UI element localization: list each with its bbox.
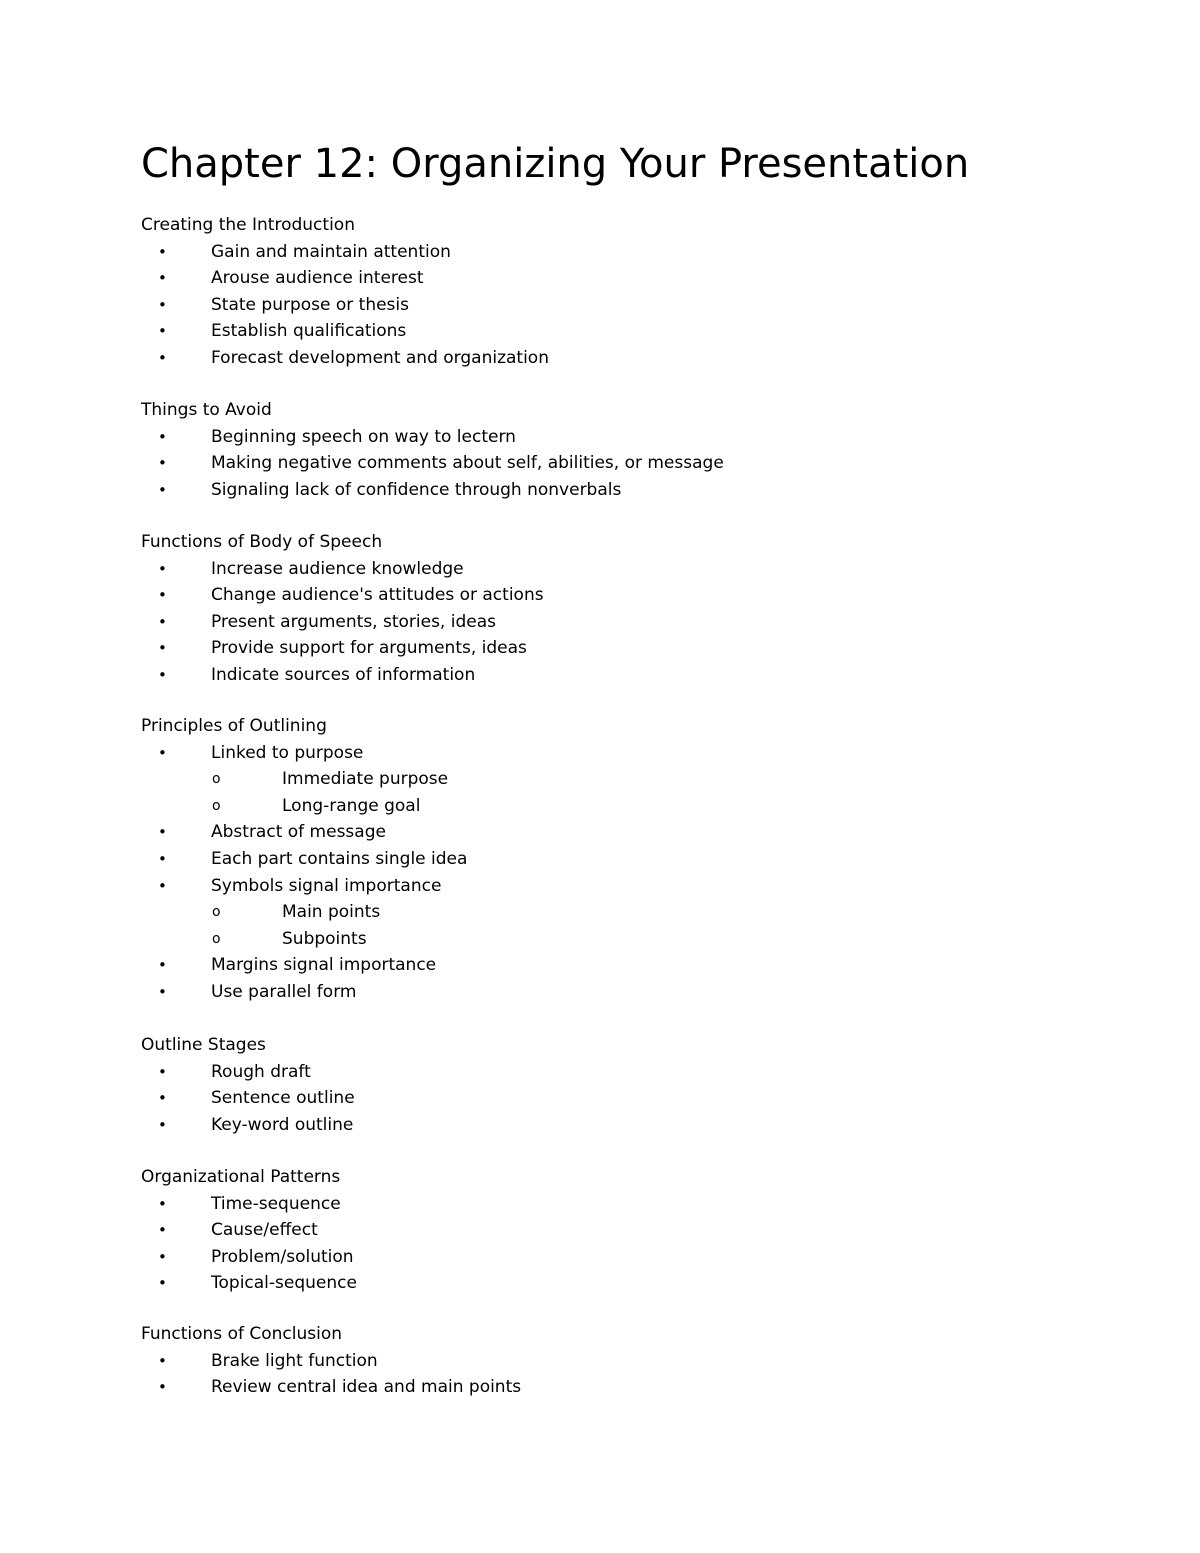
- bullet-icon: •: [158, 559, 167, 578]
- list-item: [0, 239, 1200, 266]
- list-item: [0, 318, 1200, 345]
- section-heading: Principles of Outlining: [141, 716, 327, 736]
- list-item: [0, 556, 1200, 583]
- item-text: Forecast development and organization: [211, 348, 549, 368]
- item-text: Review central idea and main points: [211, 1377, 522, 1398]
- item-text: Arouse audience interest: [211, 268, 424, 289]
- section-heading: Functions of Body of Speech: [141, 532, 383, 552]
- bullet-icon: •: [158, 454, 167, 473]
- list-item: [0, 819, 1200, 846]
- bullet-icon: •: [158, 1089, 167, 1108]
- hollow-bullet-icon: o: [212, 771, 221, 788]
- bullet-icon: •: [158, 1247, 167, 1266]
- section-heading: Things to Avoid: [141, 400, 272, 420]
- hollow-bullet-icon: o: [212, 797, 221, 814]
- sub-item-text: Main points: [282, 902, 381, 923]
- section-heading: Creating the Introduction: [141, 215, 355, 235]
- item-text: State purpose or thesis: [211, 294, 409, 315]
- bullet-icon: •: [158, 956, 167, 975]
- list-item: [0, 740, 1200, 767]
- list-item: [0, 1217, 1200, 1244]
- list-item: [0, 1059, 1200, 1086]
- list-item: [0, 926, 1200, 953]
- item-text: Linked to purpose: [211, 742, 364, 763]
- bullet-icon: •: [158, 349, 167, 367]
- list-item: [0, 1270, 1200, 1297]
- item-text: Provide support for arguments, ideas: [211, 638, 527, 659]
- item-text: Key-word outline: [211, 1114, 354, 1135]
- section-heading: Organizational Patterns: [141, 1167, 341, 1187]
- list-item: [0, 345, 1200, 372]
- list-item: [0, 793, 1200, 820]
- list-item: [0, 292, 1200, 319]
- sub-item-text: Immediate purpose: [282, 769, 449, 790]
- section-heading: Outline Stages: [141, 1035, 266, 1055]
- list-item: [0, 1085, 1200, 1112]
- bullet-icon: •: [158, 1194, 167, 1213]
- list-item: [0, 662, 1200, 689]
- item-text: Change audience's attitudes or actions: [211, 585, 544, 606]
- item-text: Abstract of message: [211, 822, 386, 843]
- list-item: [0, 635, 1200, 662]
- bullet-icon: •: [158, 480, 167, 499]
- list-item: [0, 477, 1200, 504]
- list-item: [0, 1244, 1200, 1271]
- list-item: [0, 899, 1200, 926]
- item-text: Sentence outline: [211, 1088, 355, 1109]
- item-text: Problem/solution: [211, 1246, 354, 1267]
- bullet-icon: •: [158, 427, 167, 446]
- list-item: [0, 873, 1200, 900]
- bullet-icon: •: [158, 666, 167, 684]
- item-text: Signaling lack of confidence through nonverbals: [211, 479, 622, 500]
- list-item: [0, 1112, 1200, 1139]
- item-text: Use parallel form: [211, 982, 357, 1002]
- bullet-icon: •: [158, 823, 167, 842]
- list-item: [0, 766, 1200, 793]
- list-item: [0, 424, 1200, 451]
- hollow-bullet-icon: o: [212, 930, 221, 947]
- item-text: Each part contains single idea: [211, 849, 468, 869]
- bullet-icon: •: [158, 269, 167, 288]
- section-heading: Functions of Conclusion: [141, 1324, 343, 1344]
- bullet-icon: •: [158, 639, 167, 658]
- item-text: Establish qualifications: [211, 321, 407, 342]
- item-text: Cause/effect: [211, 1220, 318, 1241]
- bullet-icon: •: [158, 983, 167, 1001]
- item-text: Gain and maintain attention: [211, 241, 451, 262]
- item-text: Increase audience knowledge: [211, 558, 464, 579]
- list-item: [0, 582, 1200, 609]
- bullet-icon: •: [158, 1221, 167, 1240]
- hollow-bullet-icon: o: [212, 904, 221, 921]
- list-item: [0, 265, 1200, 292]
- bullet-icon: •: [158, 295, 167, 314]
- item-text: Margins signal importance: [211, 955, 437, 976]
- item-text: Rough draft: [211, 1061, 311, 1082]
- list-item: [0, 1374, 1200, 1401]
- bullet-icon: •: [158, 1351, 167, 1370]
- item-text: Beginning speech on way to lectern: [211, 426, 516, 447]
- sub-item-text: Subpoints: [282, 928, 367, 949]
- list-item: [0, 1191, 1200, 1218]
- bullet-icon: •: [158, 876, 167, 895]
- bullet-icon: •: [158, 1274, 167, 1293]
- item-text: Indicate sources of information: [211, 665, 476, 685]
- item-text: Brake light function: [211, 1350, 378, 1371]
- item-text: Topical-sequence: [211, 1273, 357, 1294]
- bullet-icon: •: [158, 850, 167, 868]
- list-item: [0, 846, 1200, 873]
- list-item: [0, 952, 1200, 979]
- item-text: Time-sequence: [211, 1193, 341, 1214]
- bullet-icon: •: [158, 1378, 167, 1397]
- bullet-icon: •: [158, 586, 167, 605]
- list-item: [0, 450, 1200, 477]
- item-text: Symbols signal importance: [211, 875, 442, 896]
- list-item: [0, 1348, 1200, 1375]
- bullet-icon: •: [158, 743, 167, 762]
- list-item: [0, 609, 1200, 636]
- item-text: Present arguments, stories, ideas: [211, 611, 496, 632]
- page-title: Chapter 12: Organizing Your Presentation: [141, 141, 970, 187]
- bullet-icon: •: [158, 242, 167, 261]
- item-text: Making negative comments about self, abilities, or message: [211, 453, 724, 474]
- bullet-icon: •: [158, 612, 167, 631]
- sub-item-text: Long-range goal: [282, 795, 421, 816]
- bullet-icon: •: [158, 1115, 167, 1134]
- bullet-icon: •: [158, 1062, 167, 1081]
- bullet-icon: •: [158, 322, 167, 341]
- list-item: [0, 979, 1200, 1006]
